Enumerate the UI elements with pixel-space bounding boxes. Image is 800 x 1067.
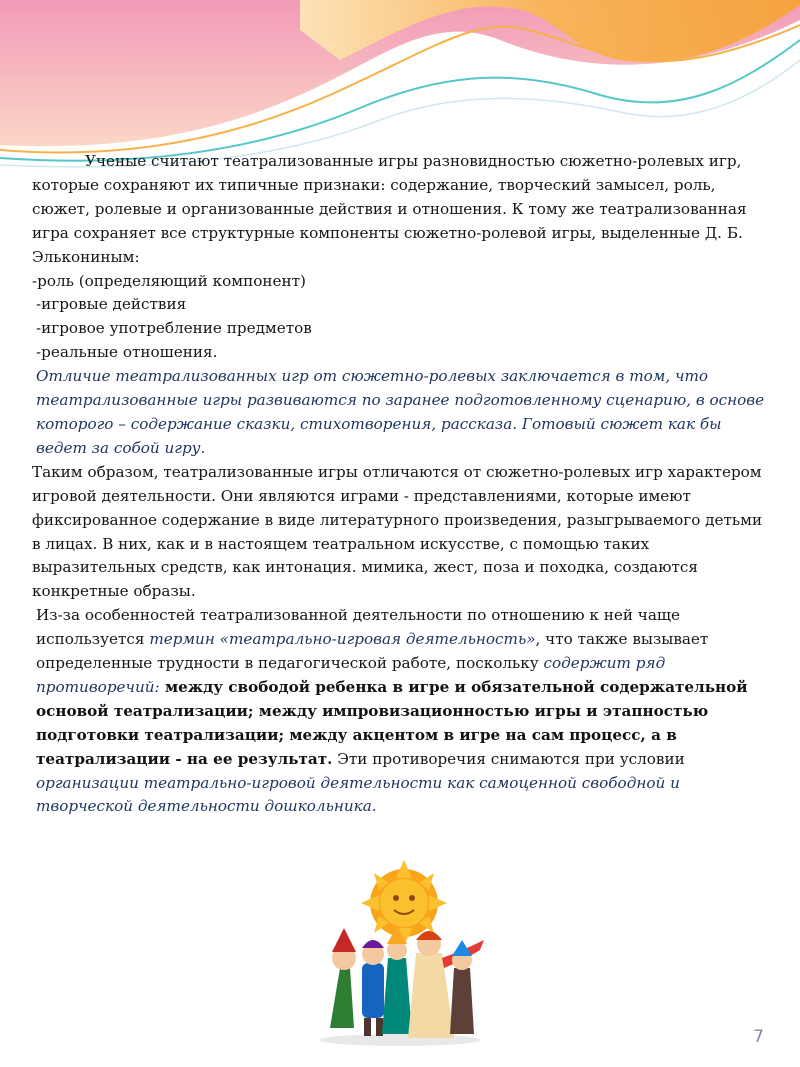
paragraph3-text: Из-за особенностей театрализованной деятельности по отношению к ней чаще используется xyxy=(36,606,680,649)
condition-highlight: организации театрально-игровой деятельности как самоценной свободной и творческой деятельности дошкольника. xyxy=(36,773,680,816)
paragraph-contradictions xyxy=(32,604,772,819)
paragraph-intro: Ученые считают театрализованные игры разновидностью сюжетно-ролевых игр, которые сохраняют их типичные признаки: содержание, творческий замысел, роль, сюжет, ролевые и организованные действия и отношения. К тому же театрализованная игра сохраняет все структурные компоненты сюжетно-ролевой игры, выделенные Д. Б. Элькониным: xyxy=(32,152,747,266)
contradictions-bold: между свободой ребенка в игре и обязательной содержательной основой театрализации; между импровизационностью игры и этапностью подготовки театрализации; между акцентом в игре на сам процесс, а в театрализации - на ее результат. xyxy=(36,677,748,768)
paragraph3-text: Эти противоречия снимаются при условии xyxy=(332,749,685,768)
characters-group xyxy=(330,926,484,1038)
header-wave-decoration xyxy=(0,0,800,175)
page-number: 7 xyxy=(753,1027,764,1047)
contradictions-highlight: содержит ряд противоречий: xyxy=(36,654,666,696)
paragraph3-text: , что также вызывает определенные трудности в педагогической работе, поскольку xyxy=(36,630,709,673)
list-item: -игровое употребление предметов xyxy=(36,319,312,338)
list-item: -роль (определяющий компонент) xyxy=(32,271,306,290)
paragraph-conclusion: Таким образом, театрализованные игры отличаются от сюжетно-ролевых игр характером игровой деятельности. Они являются играми - представлениями, которые имеют фиксированное содержание в виде литературного произведения, разыгрываемого детьми в лицах. В них, как и в настоящем театральном искусстве, с помощью таких выразительных средств, как интонация. мимика, жест, поза и походка, создаются конкретные образы. xyxy=(32,462,763,601)
main-text xyxy=(32,150,772,819)
list-item: -реальные отношения. xyxy=(36,343,218,362)
sun-characters-illustration xyxy=(304,858,496,1048)
italic-paragraph: Отличие театрализованных игр от сюжетно-ролевых заключается в том, что театрализованные игры развиваются по заранее подготовленному сценарию, в основе которого – содержание сказки, стихотворения, рассказа. Готовый сюжет как бы ведет за собой игру. xyxy=(36,367,765,457)
term-highlight: термин «театрально-игровая деятельность» xyxy=(149,630,536,649)
list-item: -игровые действия xyxy=(36,295,187,314)
